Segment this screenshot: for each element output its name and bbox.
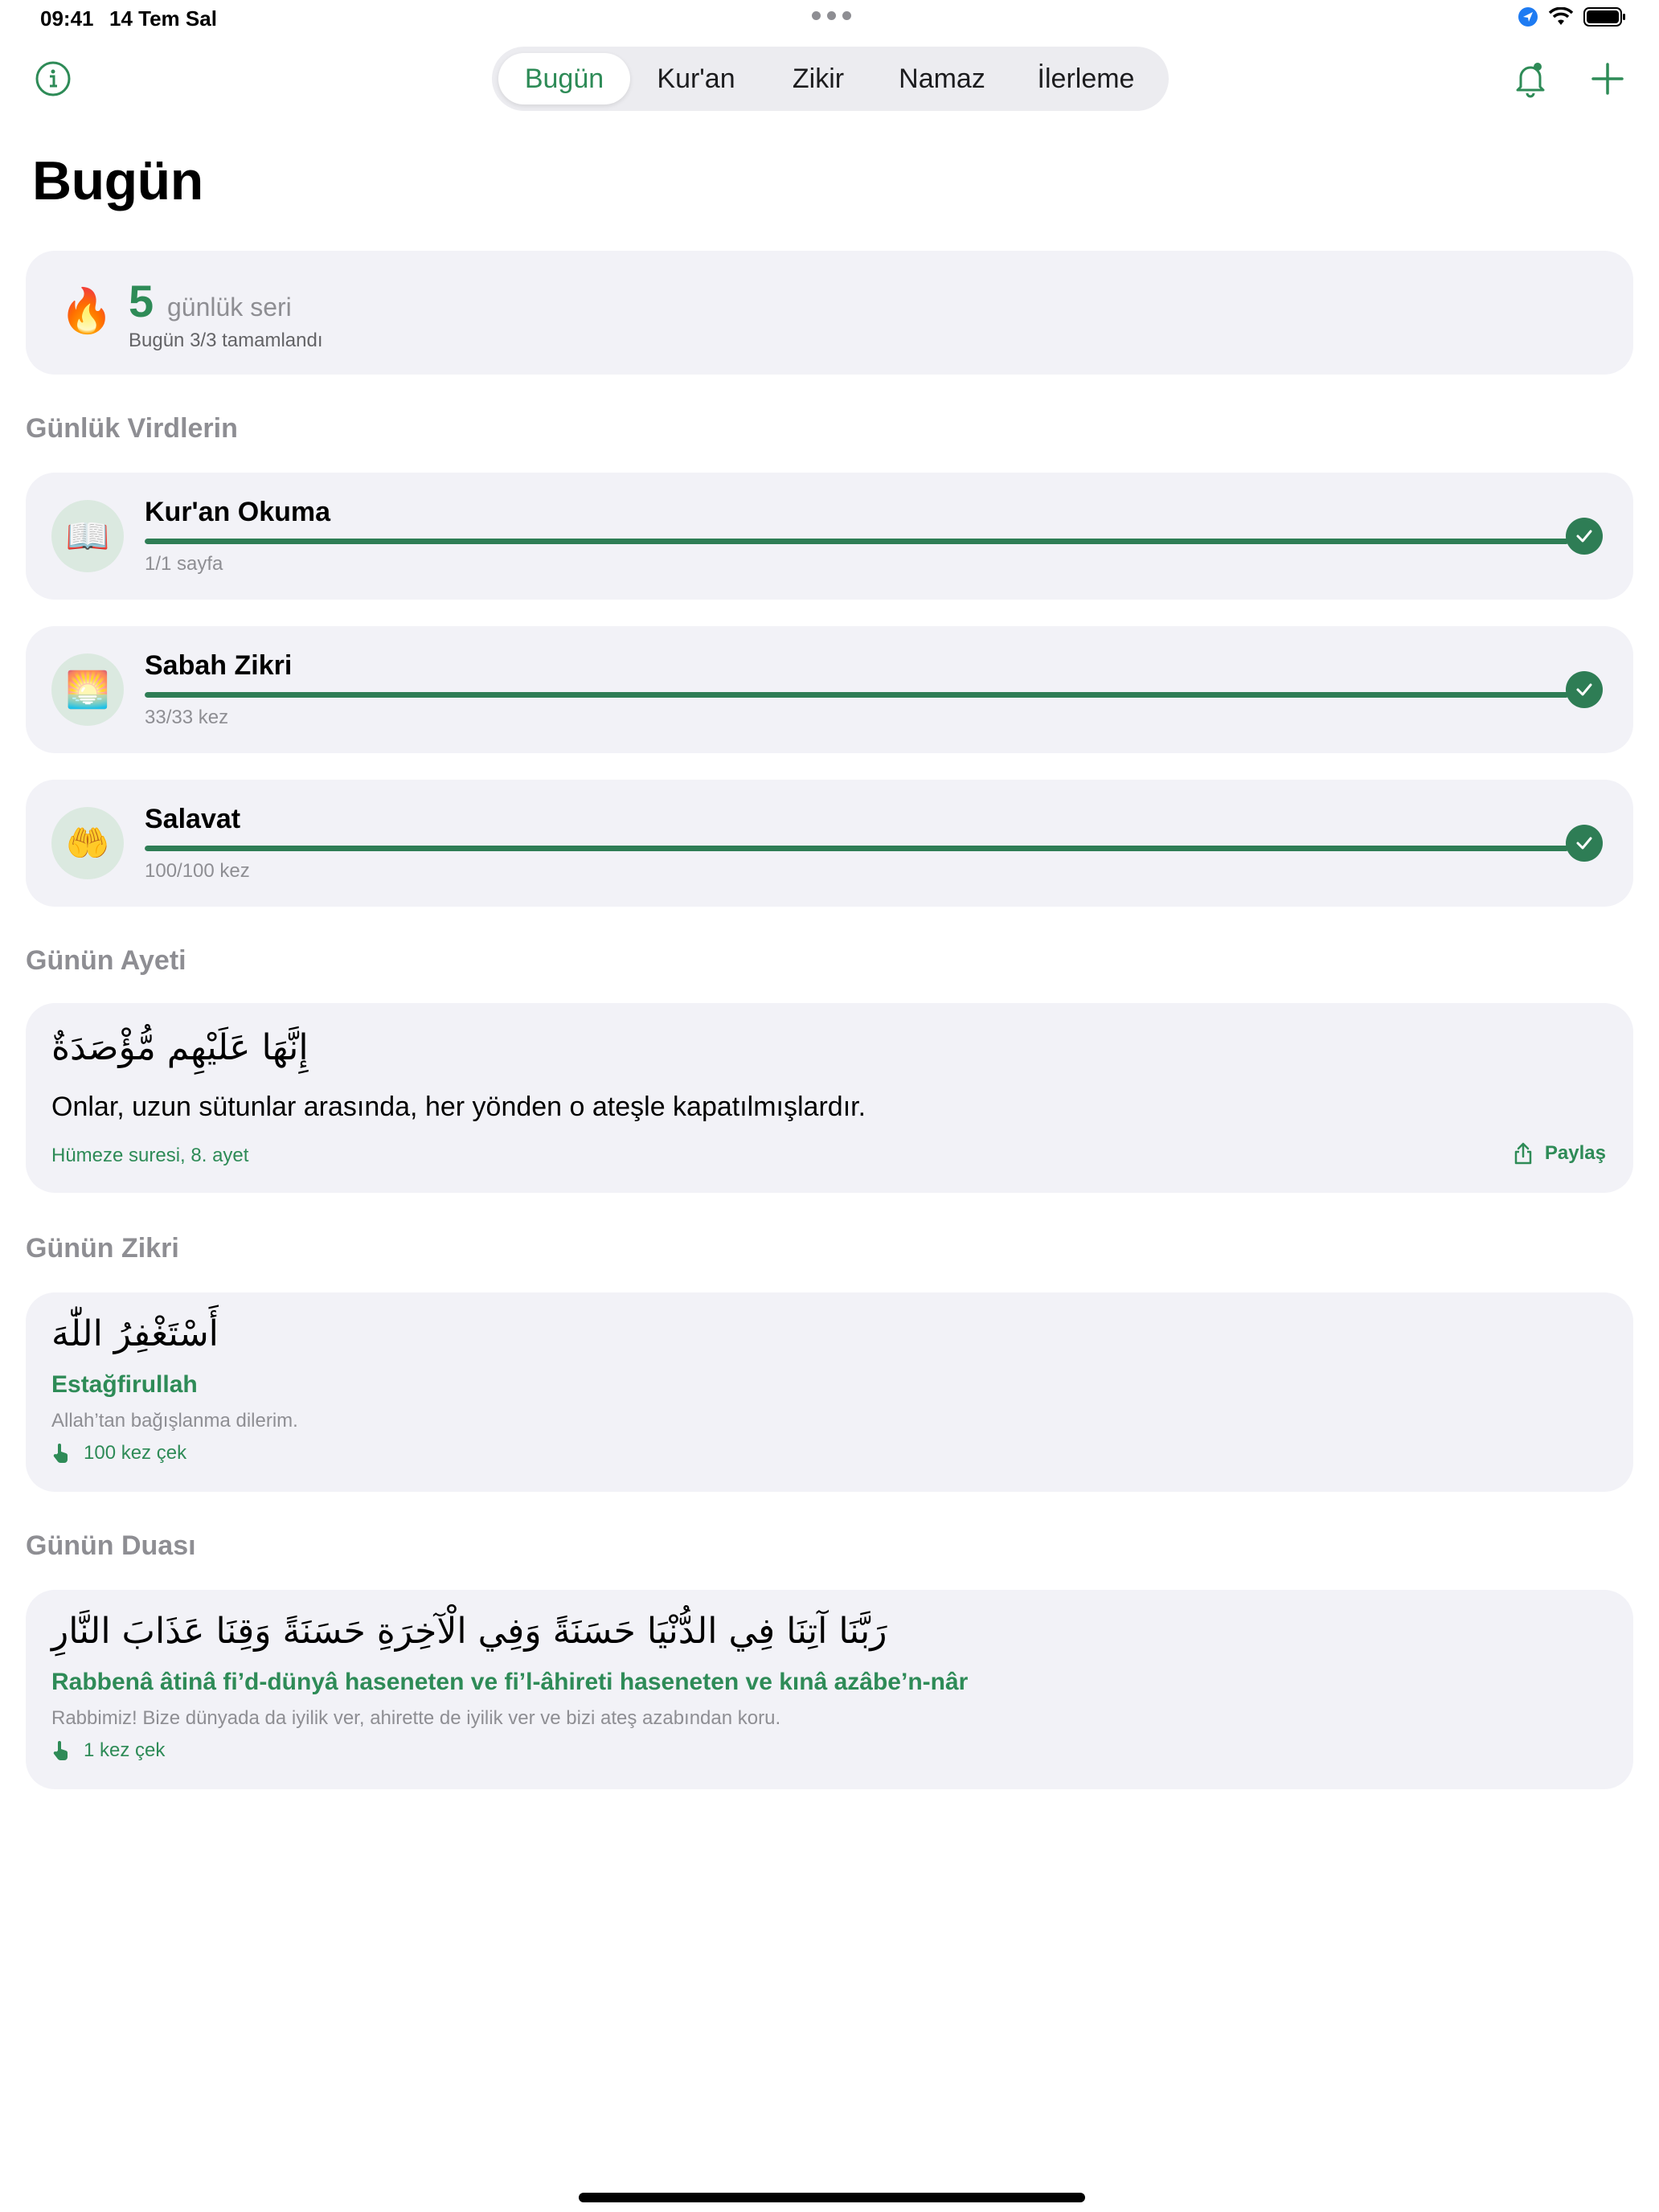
vird-name: Salavat xyxy=(145,804,241,834)
tab-ilerleme[interactable]: İlerleme xyxy=(1037,63,1135,94)
vird-progress-bar xyxy=(145,692,1569,698)
checkmark-icon[interactable] xyxy=(1566,518,1603,555)
vird-progress-text: 100/100 kez xyxy=(145,860,250,882)
streak-subtitle: Bugün 3/3 tamamlandı xyxy=(129,330,323,351)
share-button[interactable] xyxy=(1513,1141,1606,1165)
share-icon xyxy=(1513,1141,1534,1165)
tab-bugun[interactable]: Bugün xyxy=(498,53,630,104)
book-icon: 📖 xyxy=(51,500,124,572)
vird-name: Kur'an Okuma xyxy=(145,497,331,527)
plus-icon xyxy=(1590,61,1625,96)
top-navigation xyxy=(0,47,1659,111)
section-title-dhikr: Günün Zikri xyxy=(26,1233,179,1264)
notifications-button[interactable] xyxy=(1508,56,1553,101)
bell-icon xyxy=(1509,58,1551,100)
multitasking-dots[interactable] xyxy=(812,11,851,20)
tap-hand-icon xyxy=(51,1442,71,1464)
praying-hands-icon: 🤲 xyxy=(51,807,124,879)
tab-zikir[interactable]: Zikir xyxy=(792,63,845,94)
dhikr-count-label: 100 kez çek xyxy=(84,1442,187,1464)
tab-namaz[interactable]: Namaz xyxy=(899,63,985,94)
fire-icon: 🔥 xyxy=(59,287,114,335)
dua-count xyxy=(51,1739,165,1762)
checkmark-icon[interactable] xyxy=(1566,825,1603,862)
streak-label: günlük seri xyxy=(167,293,292,322)
vird-progress-bar xyxy=(145,846,1569,851)
share-label: Paylaş xyxy=(1544,1142,1606,1164)
dua-arabic: رَبَّنَا آتِنَا فِي الدُّنْيَا حَسَنَةً وَفِي الْآخِرَةِ حَسَنَةً وَقِنَا عَذَابَ النَّارِ xyxy=(51,1611,887,1652)
sunrise-icon: 🌅 xyxy=(51,653,124,726)
info-button[interactable] xyxy=(31,56,76,101)
location-icon xyxy=(1518,6,1538,31)
dhikr-arabic: أَسْتَغْفِرُ اللّٰهَ xyxy=(51,1313,219,1354)
vird-name: Sabah Zikri xyxy=(145,650,293,681)
wifi-icon xyxy=(1548,7,1574,31)
section-title-dua: Günün Duası xyxy=(26,1530,196,1561)
ayah-arabic: إِنَّهَا عَلَيْهِم مُّؤْصَدَةٌ xyxy=(51,1027,309,1068)
battery-icon xyxy=(1583,6,1627,31)
add-button[interactable] xyxy=(1585,56,1630,101)
vird-progress-text: 33/33 kez xyxy=(145,707,229,728)
tab-segmented-control xyxy=(492,47,1169,111)
checkmark-icon[interactable] xyxy=(1566,671,1603,708)
dua-meaning: Rabbimiz! Bize dünyada da iyilik ver, ahirette de iyilik ver ve bizi ateş azabından koru. xyxy=(51,1707,781,1729)
streak-card xyxy=(26,251,1633,375)
ayah-card xyxy=(26,1003,1633,1193)
dua-count-label: 1 kez çek xyxy=(84,1739,166,1761)
tab-kuran[interactable]: Kur'an xyxy=(657,63,735,94)
dhikr-meaning: Allah’tan bağışlanma dilerim. xyxy=(51,1410,298,1432)
status-time: 09:41 xyxy=(40,6,94,31)
ayah-reference: Hümeze suresi, 8. ayet xyxy=(51,1145,249,1166)
dhikr-latin: Estağfirullah xyxy=(51,1371,198,1398)
section-title-ayah: Günün Ayeti xyxy=(26,945,186,976)
vird-progress-text: 1/1 sayfa xyxy=(145,553,223,575)
streak-count: 5 xyxy=(129,276,154,326)
dua-card[interactable] xyxy=(26,1590,1633,1789)
status-date: 14 Tem Sal xyxy=(109,6,217,31)
dhikr-card[interactable] xyxy=(26,1292,1633,1492)
status-bar xyxy=(0,0,1659,39)
vird-card[interactable] xyxy=(26,780,1633,907)
dua-latin: Rabbenâ âtinâ fi’d-dünyâ haseneten ve fi’l-âhireti haseneten ve kınâ azâbe’n-nâr xyxy=(51,1669,969,1695)
vird-card[interactable] xyxy=(26,473,1633,600)
vird-card[interactable] xyxy=(26,626,1633,753)
tap-hand-icon xyxy=(51,1739,71,1762)
dhikr-count xyxy=(51,1442,186,1464)
info-icon xyxy=(34,59,72,98)
status-icons xyxy=(1518,6,1627,31)
home-indicator[interactable] xyxy=(579,2193,1085,2202)
vird-progress-bar xyxy=(145,539,1569,544)
section-title-virds: Günlük Virdlerin xyxy=(26,413,238,444)
ayah-translation: Onlar, uzun sütunlar arasında, her yönden o ateşle kapatılmışlardır. xyxy=(51,1092,866,1122)
page-title: Bugün xyxy=(32,150,203,211)
